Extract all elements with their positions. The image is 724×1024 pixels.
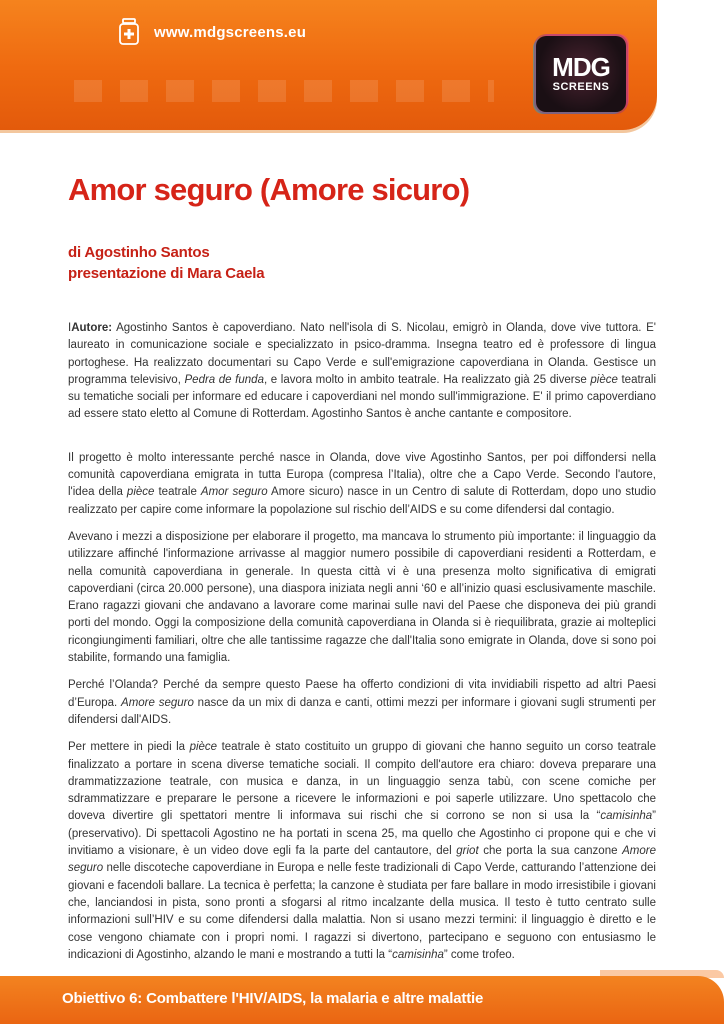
header-url-row (118, 18, 306, 46)
logo-screens-text: SCREENS (552, 81, 610, 93)
footer-goal-text: Obiettivo 6: Combattere l'HIV/AIDS, la malaria e altre malattie (62, 990, 484, 1007)
paragraph-means: Avevano i mezzi a disposizione per elaborare il progetto, ma mancava lo strumento più importante: il linguaggio da utilizzare affinché l'informazione arrivasse al maggior numero possibile di capoverdiani residenti a Rotterdam, e nella comunità capoverdiana in generale. In questa città vi è una presenza molto significativa di emigrati capoverdiani (circa 20.000 persone), una diaspora iniziata negli anni ‘60 e all’inizio quasi esclusivamente maschile. Erano ragazzi giovani che andavano a lavorare come marinai sulle navi del Paese che disponeva dei più grandi porti del mondo. Oggi la composizione della comunità capoverdiana in Olanda si è riequilibrata, grazie ai molteplici ricongiungimenti familiari, oltre che alle tantissime ragazze che dall'Italia sono emigrate in Olanda, dove si sono poi stabilite, formando una famiglia. (68, 530, 656, 665)
subtitle (68, 242, 264, 284)
paragraph-performance: Per mettere in piedi la pièce teatrale è stato costituito un gruppo di giovani che hanno seguito un corso teatrale finalizzato a portare in scena diverse tematiche sociali. Il compito dell'autore era chiaro: doveva preparare una drammatizzazione teatrale, con musica e danza, in un linguaggio senza tabù, con scene comiche per sdrammatizzare e preparare le persone a ricevere le informazioni e poi saperle utilizzare. Uno spettacolo che doveva divertire gli spettatori mentre li informava sui rischi che si corrono se non si usa la “camisinha” (preservativo). Di spettacoli Agostino ne ha portati in scena 25, ma quello che Agostinho ci propone qui e che vi invitiamo a visionare, è un video dove egli fa la parte del cantautore, del griot che porta la sua canzone Amore seguro nelle discoteche capoverdiane in Europa e nelle feste tradizionali di Capo Verde, catturando l’attenzione dei giovani e facendoli ballare. La tecnica è perfetta; la canzone è studiata per fare ballare in modo irresistibile i giovani che, lanciandosi in pista, sono pronti a sfogarsi al ritmo incalzante della musica. Il testo è tutto centrato sulle informazioni sull’HIV e su come difendersi dalla malattia. Non si usano mezzi termini: il linguaggio è diretto e le cose vengono chiamate con i propri nomi. I ragazzi si divertono, partecipano e seguono con entusiasmo le indicazioni di Agostinho, alzando le mani e mostrando a tutti la “camisinha” come trofeo. (68, 741, 656, 961)
header-decoration (74, 80, 494, 102)
paragraph-why-holland: Perché l’Olanda? Perché da sempre questo Paese ha offerto condizioni di vita invidiabili rispetto ad altri Paesi d’Europa. Amore seguro nasce da un mix di danza e canti, ottimi mezzi per informare i giovani sugli strumenti per difendersi dall'AIDS. (68, 679, 656, 726)
logo-mdg-text: MDG (552, 52, 610, 82)
paragraph-project: Il progetto è molto interessante perché nasce in Olanda, dove vive Agostinho Santos, per poi diffondersi nella comunità capoverdiana emigrata in tutta Europa (compresa l’Italia), oltre che a Capo Verde. Secondo l'autore, l'idea della pièce teatrale Amor seguro Amore sicuro) nasce in un Centro di salute di Rotterdam, dopo uno studio realizzato per capire come informare la popolazione sul rischio dell’AIDS e su come difendersi dal contagio. (68, 451, 657, 516)
mdg-screens-logo (536, 36, 626, 112)
page-title: Amor seguro (Amore sicuro) (68, 172, 470, 207)
article-body (68, 320, 656, 964)
presenter-line: presentazione di Mara Caela (68, 265, 265, 282)
site-url[interactable]: www.mdgscreens.eu (154, 23, 307, 41)
medicine-jar-icon (118, 18, 140, 46)
paragraph-author: IAutore: Agostinho Santos è capoverdiano. Nato nell'isola di S. Nicolau, emigrò in Olanda, dove vive tuttora. E' laureato in comunicazione sociale e specializzato in psico-dramma. Insegna teatro ed è professore di lingua portoghese. Ha realizzato documentari su Capo Verde e sull'emigrazione capoverdiana in Olanda. Gestisce un programma televisivo, Pedra de funda, e lavora molto in ambito teatrale. Ha realizzato già 25 diverse pièce teatrali su tematiche sociali per informare ed educare i capoverdiani nel mondo sull'immigrazione. E' il primo capoverdiano ad essere stato eletto al Comune di Rotterdam. Agostinho Santos è anche cantante e compositore. (68, 322, 656, 421)
author-line: di Agostinho Santos (68, 244, 210, 261)
